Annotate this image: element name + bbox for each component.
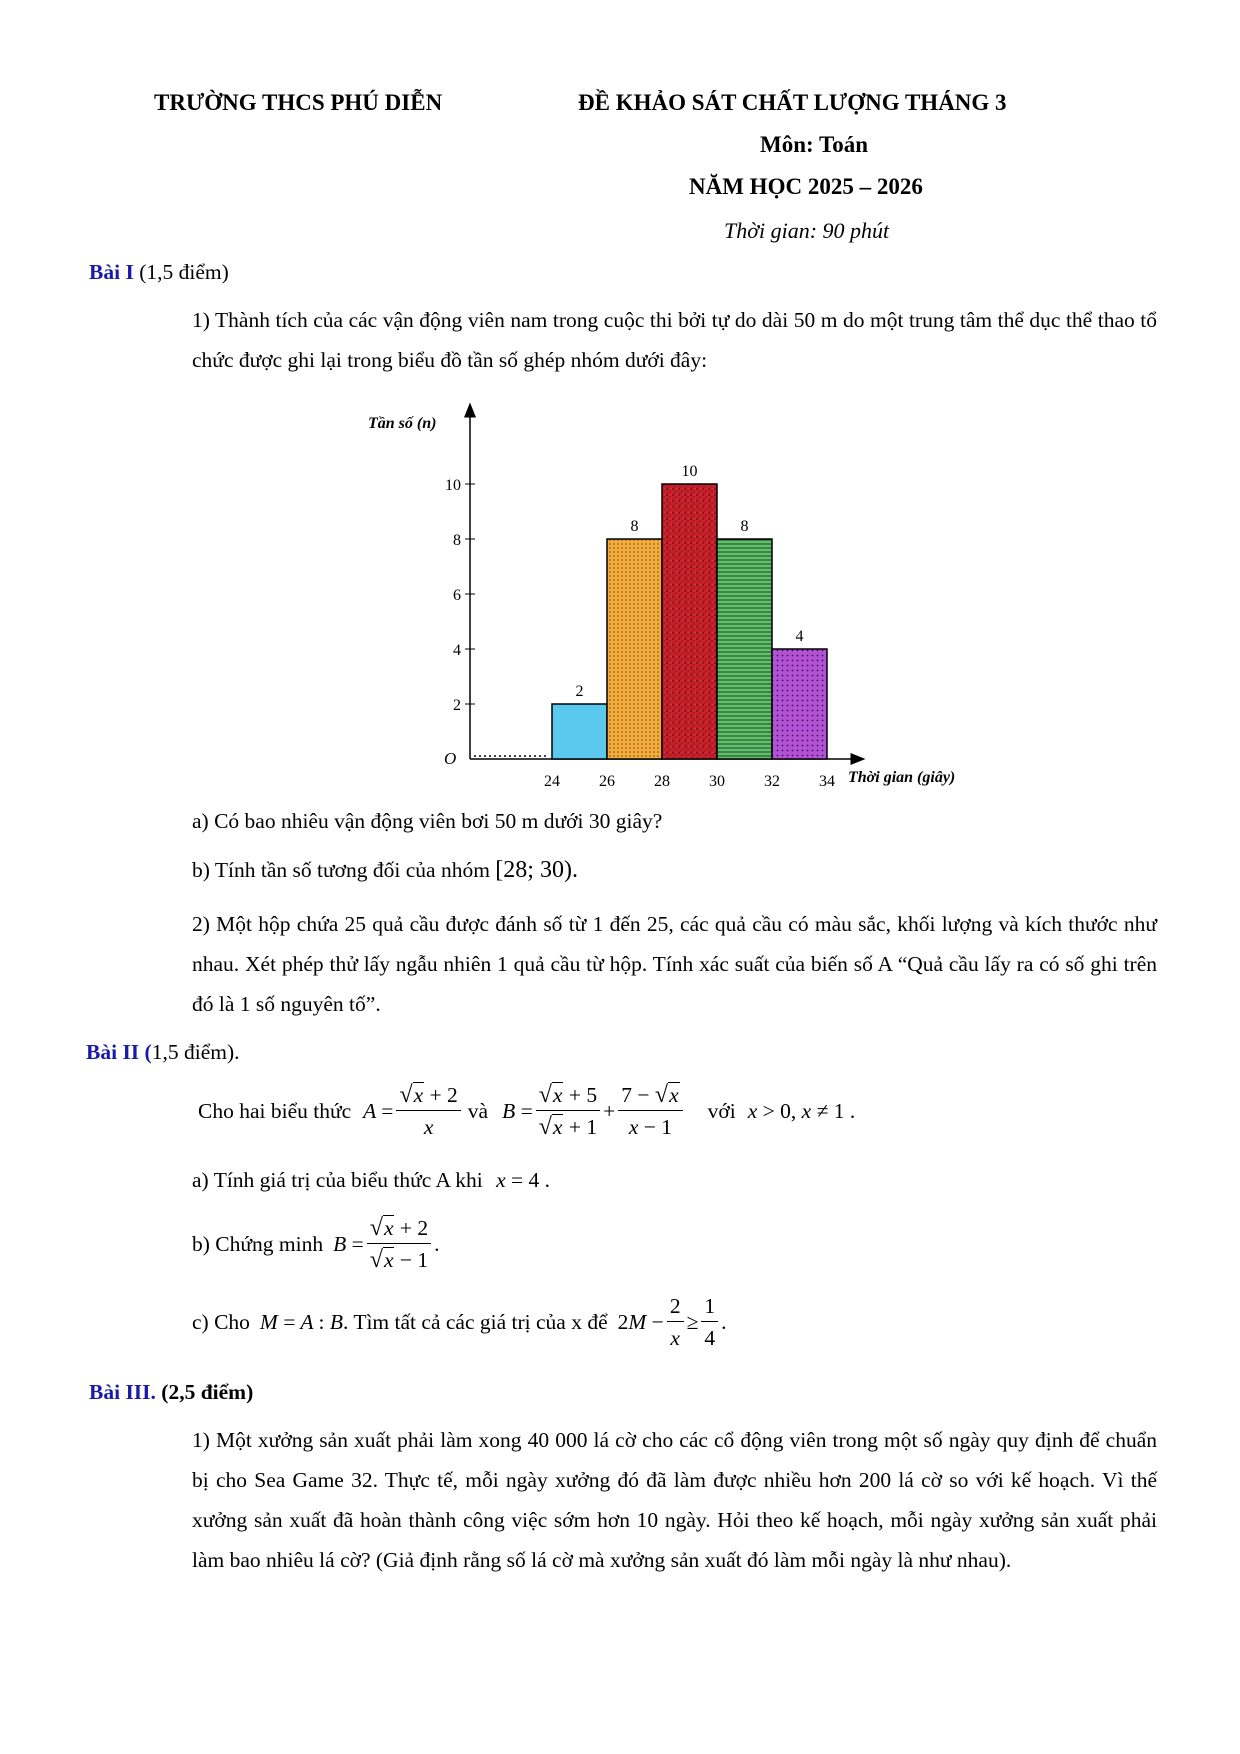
x-axis-label: Thời gian (giây)	[848, 769, 956, 786]
histogram-bar	[607, 539, 662, 759]
bai1-title: Bài I	[89, 260, 134, 284]
expr-b-fraction1: $\frac{√x + 5}{√x + 1}$	[536, 1082, 600, 1140]
x-tick-label: 32	[764, 773, 780, 790]
expr-b-lhs: B =	[502, 1098, 533, 1123]
time-allowed: Thời gian: 90 phút	[724, 218, 890, 243]
subject: Môn: Toán	[760, 132, 869, 157]
bai2-heading	[86, 1040, 240, 1065]
bai1-q1-intro: 1) Thành tích của các vận động viên nam trong cuộc thi bởi tự do dài 50 m do một trung tâm thể dục thể thao tổ chức được ghi lại trong biểu đồ tần số ghép nhóm dưới đây:	[192, 308, 1157, 372]
y-tick-label: 4	[453, 642, 461, 659]
school-year: NĂM HỌC 2025 – 2026	[689, 174, 923, 199]
bai2-qc-ineq-lhs: 2M −	[617, 1309, 664, 1334]
bai1-qa: a) Có bao nhiêu vận động viên bơi 50 m dưới 30 giây?	[192, 809, 663, 833]
bai2-with: với	[707, 1098, 736, 1123]
histogram-bar	[552, 704, 607, 759]
origin-label: O	[444, 749, 457, 768]
bai1-qb	[192, 857, 578, 884]
bai2-qc: c) Cho M = A : B . Tìm tất cả các giá trị của x để 2M − $\frac{2}{x}$ ≥ $\frac{1}{4}$ .	[192, 1294, 727, 1350]
bai2-qb-fraction: $\frac{√x + 2}{√x - 1}$	[367, 1215, 431, 1273]
x-tick-label: 28	[654, 773, 670, 790]
expr-condition: x > 0, x ≠ 1 .	[747, 1098, 856, 1123]
bai1-q2: 2) Một hộp chứa 25 quả cầu được đánh số từ 1 đến 25, các quả cầu có màu sắc, khối lượng và kích thước như nhau. Xét phép thử lấy ngẫu nhiên 1 quả cầu từ hộp. Tính xác suất của biến số A “Quả cầu lấy ra có số ghi trên đó là 1 số nguyên tố”.	[192, 912, 1157, 1016]
y-axis-label: Tần số (n)	[368, 415, 437, 432]
bai2-qc-frac2: $\frac{1}{4}$	[701, 1293, 718, 1351]
bai2-qb-text: b) Chứng minh	[192, 1231, 324, 1256]
bai2-qc-frac1: $\frac{2}{x}$	[667, 1293, 684, 1351]
histogram-chart	[360, 398, 960, 798]
school-name: TRƯỜNG THCS PHÚ DIỄN	[154, 90, 443, 115]
y-tick-label: 10	[445, 477, 461, 494]
bai2-qa-text: a) Tính giá trị của biểu thức A khi	[192, 1168, 483, 1192]
x-tick-label: 34	[819, 773, 835, 790]
bai2-qc-text2: . Tìm tất cả các giá trị của x để	[342, 1309, 608, 1334]
histogram-bar	[772, 649, 827, 759]
bai2-qa-math: x = 4 .	[496, 1168, 551, 1192]
x-tick-label: 24	[544, 773, 560, 790]
exam-title: ĐỀ KHẢO SÁT CHẤT LƯỢNG THÁNG 3	[578, 90, 1007, 115]
bar-value-label: 8	[630, 518, 639, 535]
y-tick-label: 8	[453, 532, 461, 549]
x-tick-label: 30	[709, 773, 725, 790]
bai1-qb-group: [28; 30).	[495, 857, 578, 883]
bai2-and: và	[467, 1098, 489, 1123]
bai3-q1: 1) Một xưởng sản xuất phải làm xong 40 000 lá cờ cho các cổ động viên trong một số ngày quy định để chuẩn bị cho Sea Game 32. Thực tế, mỗi ngày xưởng đó đã làm được nhiều hơn 200 lá cờ so với kế hoạch. Vì thế xưởng sản xuất đã hoàn thành công việc sớm hơn 10 ngày. Hỏi theo kế hoạch, mỗi ngày xưởng sản xuất phải làm bao nhiêu lá cờ? (Giả định rằng số lá cờ mà xưởng sản xuất đó làm mỗi ngày là như nhau).	[192, 1428, 1157, 1572]
bai1-qb-text: b) Tính tần số tương đối của nhóm	[192, 858, 496, 882]
bai2-qc-m-def: M = A : B	[259, 1309, 343, 1334]
histogram-bar	[717, 539, 772, 759]
bar-value-label: 8	[740, 518, 749, 535]
bai3-heading	[89, 1380, 253, 1405]
histogram-bar	[662, 484, 717, 759]
x-tick-label: 26	[599, 773, 615, 790]
bai2-intro: Cho hai biểu thức	[198, 1098, 352, 1123]
bai2-points: 1,5 điểm).	[151, 1040, 240, 1064]
bar-value-label: 10	[681, 463, 698, 480]
y-tick-label: 2	[453, 697, 461, 714]
bai1-heading	[89, 260, 229, 285]
bar-value-label: 2	[575, 683, 584, 700]
bai2-qc-text1: c) Cho	[192, 1309, 250, 1334]
y-tick-label: 6	[453, 587, 461, 604]
bai3-title: Bài III.	[89, 1380, 156, 1404]
expr-a-lhs: A =	[363, 1098, 394, 1123]
expr-b-fraction2: $\frac{7 - √x}{x - 1}$	[618, 1082, 682, 1140]
expr-a-fraction: $\frac{√x + 2}{x}$	[396, 1082, 460, 1140]
bai3-points: (2,5 điểm)	[155, 1380, 254, 1404]
bai2-qb-lhs: B =	[333, 1231, 364, 1256]
bai2-qa	[192, 1168, 550, 1193]
bai2-expressions: Cho hai biểu thức A = $\frac{√x + 2}{x}$ và B = $\frac{√x + 5}{√x + 1}$ + $\frac{7 - √x}{x - 1}$ với x > 0, x ≠ 1 .	[198, 1082, 856, 1140]
bai1-points: (1,5 điểm)	[133, 260, 229, 284]
bai2-title: Bài II (	[86, 1040, 152, 1064]
bar-value-label: 4	[795, 628, 804, 645]
bai2-qb: b) Chứng minh B = $\frac{√x + 2}{√x - 1}$ .	[192, 1215, 440, 1273]
